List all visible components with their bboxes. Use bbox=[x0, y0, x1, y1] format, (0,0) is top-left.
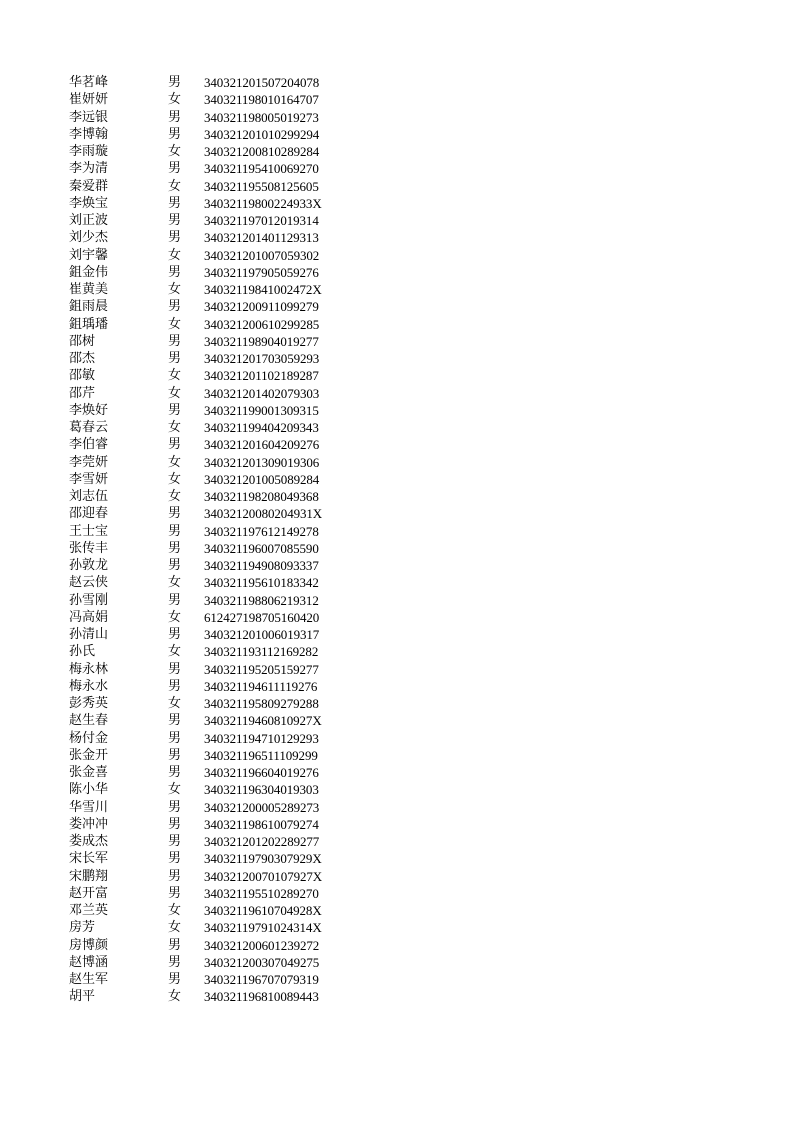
id-number-cell: 340321200601239272 bbox=[204, 937, 320, 953]
id-number-cell: 340321199001309315 bbox=[204, 402, 319, 418]
gender-cell: 男 bbox=[168, 437, 182, 453]
name-cell: 邵迎春 bbox=[69, 506, 109, 522]
table-row bbox=[69, 540, 369, 557]
id-number-cell: 34032119460810927X bbox=[204, 713, 322, 729]
gender-cell: 男 bbox=[168, 402, 182, 418]
name-cell: 李焕好 bbox=[69, 402, 109, 418]
id-number-cell: 340321201007059302 bbox=[204, 247, 320, 263]
name-cell: 刘志伍 bbox=[69, 489, 109, 504]
gender-cell: 女 bbox=[168, 575, 182, 591]
gender-cell: 男 bbox=[168, 592, 182, 608]
table-row bbox=[69, 350, 369, 367]
name-cell: 赵开富 bbox=[69, 885, 109, 901]
name-cell: 李博翰 bbox=[69, 126, 109, 142]
gender-cell: 男 bbox=[168, 540, 182, 556]
name-cell: 鉏金伟 bbox=[69, 264, 109, 280]
gender-cell: 女 bbox=[168, 454, 182, 470]
name-cell: 李雨璇 bbox=[69, 144, 109, 159]
id-number-cell: 340321200307049275 bbox=[204, 954, 320, 970]
table-row bbox=[69, 988, 369, 1005]
id-number-cell: 340321198610079274 bbox=[204, 816, 319, 832]
id-number-cell: 340321195809279288 bbox=[204, 696, 319, 711]
id-number-cell: 340321201402079303 bbox=[204, 385, 320, 401]
id-number-cell: 340321201507204078 bbox=[204, 75, 320, 90]
id-number-cell: 340321201102189287 bbox=[204, 368, 319, 384]
table-row bbox=[69, 902, 369, 919]
id-number-cell: 340321196304019303 bbox=[204, 782, 319, 798]
name-cell: 华雪川 bbox=[69, 799, 109, 815]
gender-cell: 女 bbox=[168, 368, 182, 384]
id-number-cell: 340321200005289273 bbox=[204, 799, 320, 815]
table-row bbox=[69, 695, 369, 712]
table-row bbox=[69, 678, 369, 695]
table-row bbox=[69, 74, 369, 91]
gender-cell: 男 bbox=[168, 885, 182, 901]
table-row bbox=[69, 247, 369, 264]
name-cell: 陈小华 bbox=[69, 782, 109, 798]
name-cell: 张金喜 bbox=[69, 765, 109, 780]
table-row bbox=[69, 195, 369, 212]
name-cell: 李焕宝 bbox=[69, 195, 109, 211]
gender-cell: 男 bbox=[168, 333, 182, 349]
name-cell: 宋长军 bbox=[69, 851, 109, 867]
table-row bbox=[69, 523, 369, 540]
gender-cell: 男 bbox=[168, 678, 182, 694]
table-row bbox=[69, 919, 369, 936]
name-cell: 孙氏 bbox=[69, 644, 96, 660]
table-row bbox=[69, 712, 369, 729]
id-number-cell: 34032119610704928X bbox=[204, 903, 322, 918]
id-number-cell: 340321193112169282 bbox=[204, 644, 319, 660]
id-number-cell: 340321196810089443 bbox=[204, 989, 319, 1005]
table-row bbox=[69, 868, 369, 885]
id-number-cell: 340321195610183342 bbox=[204, 575, 319, 591]
name-cell: 王士宝 bbox=[69, 523, 109, 539]
name-cell: 娄成杰 bbox=[69, 834, 109, 849]
table-row bbox=[69, 661, 369, 678]
table-row bbox=[69, 781, 369, 798]
name-cell: 孙雪刚 bbox=[69, 592, 109, 608]
table-row bbox=[69, 212, 369, 229]
gender-cell: 男 bbox=[168, 75, 182, 90]
table-row bbox=[69, 747, 369, 764]
name-cell: 鉏雨晨 bbox=[69, 299, 109, 315]
id-number-cell: 340321195510289270 bbox=[204, 885, 319, 901]
table-row bbox=[69, 971, 369, 988]
table-row bbox=[69, 885, 369, 902]
id-number-cell: 340321198208049368 bbox=[204, 489, 319, 504]
table-row bbox=[69, 178, 369, 195]
id-number-cell: 340321200810289284 bbox=[204, 144, 320, 159]
table-row bbox=[69, 143, 369, 160]
id-number-cell: 340321195508125605 bbox=[204, 178, 319, 194]
gender-cell: 男 bbox=[168, 299, 182, 315]
name-cell: 张传丰 bbox=[69, 540, 109, 556]
table-row bbox=[69, 574, 369, 591]
gender-cell: 男 bbox=[168, 126, 182, 142]
id-number-cell: 340321198904019277 bbox=[204, 333, 319, 349]
table-row bbox=[69, 229, 369, 246]
gender-cell: 男 bbox=[168, 558, 182, 573]
table-row bbox=[69, 91, 369, 108]
name-cell: 杨付金 bbox=[69, 730, 109, 746]
id-number-cell: 340321197905059276 bbox=[204, 264, 319, 280]
name-cell: 赵博涵 bbox=[69, 954, 109, 970]
name-cell: 邓兰英 bbox=[69, 903, 109, 918]
name-cell: 邵树 bbox=[69, 333, 96, 349]
gender-cell: 男 bbox=[168, 851, 182, 867]
table-row bbox=[69, 436, 369, 453]
name-cell: 赵生春 bbox=[69, 713, 109, 729]
gender-cell: 男 bbox=[168, 661, 182, 677]
table-row bbox=[69, 730, 369, 747]
gender-cell: 男 bbox=[168, 747, 182, 763]
name-cell: 李莞妍 bbox=[69, 454, 109, 470]
id-number-cell: 340321197012019314 bbox=[204, 213, 319, 228]
gender-cell: 女 bbox=[168, 644, 182, 660]
id-number-cell: 340321201401129313 bbox=[204, 230, 319, 246]
name-cell: 鉏瑀璠 bbox=[69, 316, 109, 332]
gender-cell: 男 bbox=[168, 351, 182, 366]
id-number-cell: 340321201202289277 bbox=[204, 834, 320, 849]
name-cell: 张金开 bbox=[69, 747, 109, 763]
id-number-cell: 340321201604209276 bbox=[204, 437, 320, 453]
id-number-cell: 340321198010164707 bbox=[204, 92, 319, 108]
id-number-cell: 340321201005089284 bbox=[204, 471, 320, 487]
name-cell: 刘宇馨 bbox=[69, 247, 109, 263]
id-number-cell: 340321197612149278 bbox=[204, 523, 319, 539]
gender-cell: 男 bbox=[168, 765, 182, 780]
table-row bbox=[69, 592, 369, 609]
gender-cell: 男 bbox=[168, 972, 182, 987]
id-number-cell: 340321201010299294 bbox=[204, 126, 320, 142]
table-row bbox=[69, 816, 369, 833]
name-cell: 邵芹 bbox=[69, 385, 96, 401]
table-row bbox=[69, 385, 369, 402]
name-cell: 房芳 bbox=[69, 920, 96, 936]
name-cell: 房博颜 bbox=[69, 937, 109, 953]
table-row bbox=[69, 419, 369, 436]
gender-cell: 女 bbox=[168, 782, 182, 798]
name-cell: 邵杰 bbox=[69, 351, 96, 366]
gender-cell: 男 bbox=[168, 868, 182, 884]
id-number-cell: 340321199404209343 bbox=[204, 420, 319, 435]
gender-cell: 男 bbox=[168, 264, 182, 280]
id-number-cell: 34032119800224933X bbox=[204, 195, 322, 211]
table-row bbox=[69, 850, 369, 867]
gender-cell: 男 bbox=[168, 937, 182, 953]
id-number-cell: 34032119841002472X bbox=[204, 282, 322, 297]
table-row bbox=[69, 367, 369, 384]
gender-cell: 男 bbox=[168, 109, 182, 125]
gender-cell: 男 bbox=[168, 213, 182, 228]
gender-cell: 男 bbox=[168, 799, 182, 815]
table-row bbox=[69, 764, 369, 781]
id-number-cell: 340321195205159277 bbox=[204, 661, 319, 677]
gender-cell: 女 bbox=[168, 92, 182, 108]
table-row bbox=[69, 937, 369, 954]
table-row bbox=[69, 402, 369, 419]
name-cell: 秦爱群 bbox=[69, 178, 109, 194]
id-number-cell: 340321200610299285 bbox=[204, 316, 320, 332]
gender-cell: 女 bbox=[168, 903, 182, 918]
id-number-cell: 340321200911099279 bbox=[204, 299, 319, 315]
table-row bbox=[69, 626, 369, 643]
gender-cell: 男 bbox=[168, 161, 182, 177]
gender-cell: 女 bbox=[168, 609, 182, 625]
gender-cell: 女 bbox=[168, 247, 182, 263]
name-cell: 李远银 bbox=[69, 109, 109, 125]
id-number-cell: 340321201006019317 bbox=[204, 627, 320, 642]
id-number-cell: 340321196511109299 bbox=[204, 747, 318, 763]
name-cell: 邵敏 bbox=[69, 368, 96, 384]
id-number-cell: 340321201703059293 bbox=[204, 351, 320, 366]
name-cell: 李伯睿 bbox=[69, 437, 109, 453]
table-row bbox=[69, 954, 369, 971]
name-cell: 娄冲冲 bbox=[69, 816, 109, 832]
id-number-cell: 340321198806219312 bbox=[204, 592, 319, 608]
name-cell: 赵云侠 bbox=[69, 575, 109, 591]
name-cell: 梅永林 bbox=[69, 661, 109, 677]
table-row bbox=[69, 505, 369, 522]
name-cell: 赵生军 bbox=[69, 972, 109, 987]
name-cell: 梅永水 bbox=[69, 678, 109, 694]
table-row bbox=[69, 281, 369, 298]
id-number-cell: 340321194710129293 bbox=[204, 730, 319, 746]
name-cell: 胡平 bbox=[69, 989, 96, 1005]
id-number-cell: 340321195410069270 bbox=[204, 161, 319, 177]
gender-cell: 男 bbox=[168, 627, 182, 642]
gender-cell: 男 bbox=[168, 523, 182, 539]
id-number-cell: 340321196707079319 bbox=[204, 972, 319, 987]
gender-cell: 女 bbox=[168, 696, 182, 711]
gender-cell: 女 bbox=[168, 489, 182, 504]
id-number-cell: 340321196007085590 bbox=[204, 540, 319, 556]
table-row bbox=[69, 333, 369, 350]
name-cell: 华茗峰 bbox=[69, 75, 109, 90]
id-number-cell: 340321198005019273 bbox=[204, 109, 319, 125]
roster-table bbox=[69, 74, 369, 1006]
table-row bbox=[69, 316, 369, 333]
gender-cell: 男 bbox=[168, 954, 182, 970]
gender-cell: 女 bbox=[168, 144, 182, 159]
name-cell: 彭秀英 bbox=[69, 696, 109, 711]
gender-cell: 女 bbox=[168, 178, 182, 194]
table-row bbox=[69, 298, 369, 315]
name-cell: 冯高娟 bbox=[69, 609, 109, 625]
id-number-cell: 34032119790307929X bbox=[204, 851, 322, 867]
id-number-cell: 340321194908093337 bbox=[204, 558, 319, 573]
gender-cell: 男 bbox=[168, 816, 182, 832]
table-row bbox=[69, 264, 369, 281]
gender-cell: 女 bbox=[168, 471, 182, 487]
gender-cell: 男 bbox=[168, 713, 182, 729]
table-row bbox=[69, 471, 369, 488]
id-number-cell: 34032120080204931X bbox=[204, 506, 323, 522]
table-row bbox=[69, 109, 369, 126]
table-row bbox=[69, 643, 369, 660]
id-number-cell: 34032119791024314X bbox=[204, 920, 322, 936]
table-row bbox=[69, 833, 369, 850]
gender-cell: 女 bbox=[168, 316, 182, 332]
gender-cell: 男 bbox=[168, 506, 182, 522]
id-number-cell: 612427198705160420 bbox=[204, 609, 320, 625]
table-row bbox=[69, 126, 369, 143]
name-cell: 刘少杰 bbox=[69, 230, 109, 246]
name-cell: 崔黄美 bbox=[69, 282, 109, 297]
id-number-cell: 340321196604019276 bbox=[204, 765, 319, 780]
gender-cell: 男 bbox=[168, 730, 182, 746]
gender-cell: 男 bbox=[168, 230, 182, 246]
name-cell: 孙清山 bbox=[69, 627, 109, 642]
id-number-cell: 340321201309019306 bbox=[204, 454, 320, 470]
name-cell: 宋鹏翔 bbox=[69, 868, 109, 884]
table-row bbox=[69, 799, 369, 816]
gender-cell: 女 bbox=[168, 920, 182, 936]
name-cell: 李雪妍 bbox=[69, 471, 109, 487]
gender-cell: 女 bbox=[168, 385, 182, 401]
name-cell: 李为清 bbox=[69, 161, 109, 177]
gender-cell: 男 bbox=[168, 834, 182, 849]
table-row bbox=[69, 488, 369, 505]
id-number-cell: 340321194611119276 bbox=[204, 678, 318, 694]
table-row bbox=[69, 160, 369, 177]
table-row bbox=[69, 609, 369, 626]
gender-cell: 女 bbox=[168, 420, 182, 435]
table-row bbox=[69, 557, 369, 574]
name-cell: 孙敦龙 bbox=[69, 558, 109, 573]
name-cell: 刘正波 bbox=[69, 213, 109, 228]
table-row bbox=[69, 454, 369, 471]
gender-cell: 女 bbox=[168, 282, 182, 297]
id-number-cell: 34032120070107927X bbox=[204, 868, 323, 884]
gender-cell: 男 bbox=[168, 195, 182, 211]
name-cell: 葛春云 bbox=[69, 420, 109, 435]
name-cell: 崔妍妍 bbox=[69, 92, 109, 108]
gender-cell: 女 bbox=[168, 989, 182, 1005]
